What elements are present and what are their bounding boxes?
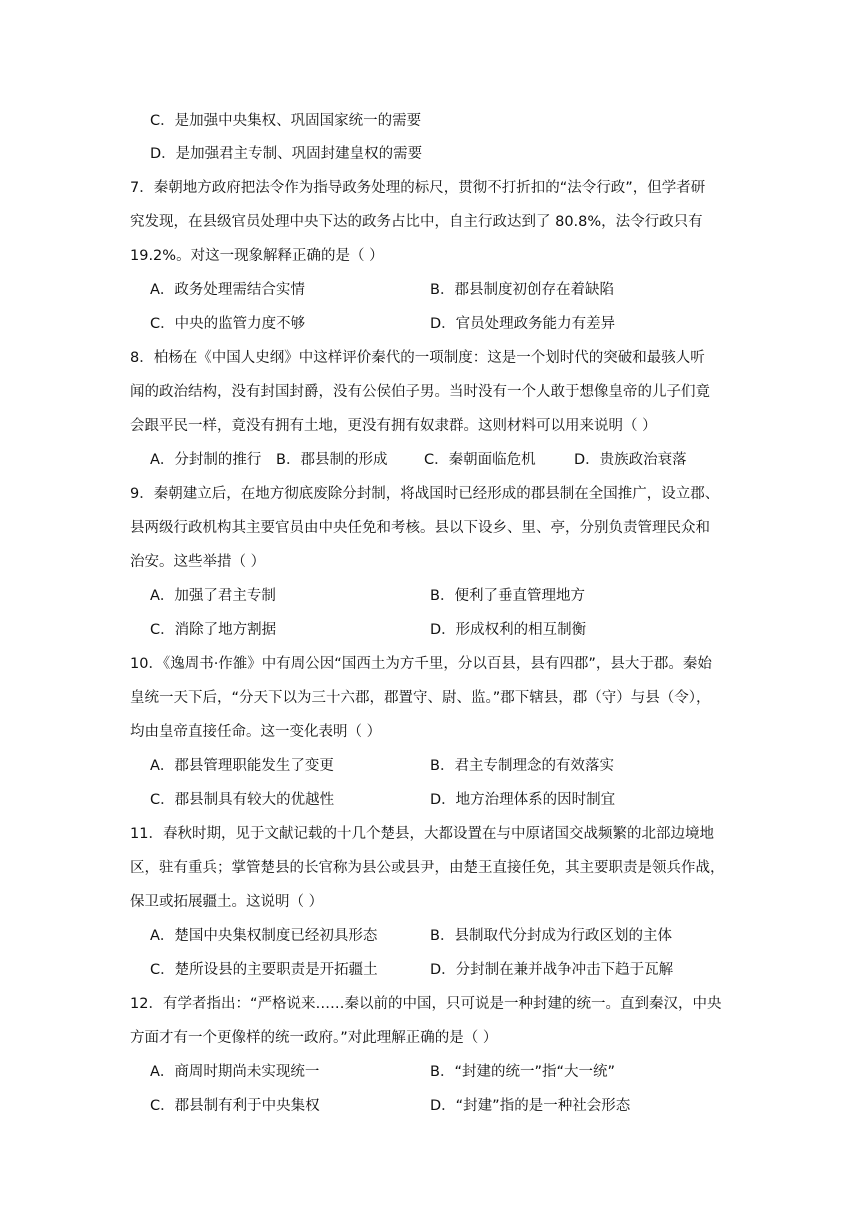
q10-option-c: C．郡县制具有较大的优越性 [150,792,335,808]
q8-stem-line-2: 闻的政治结构，没有封国封爵，没有公侯伯子男。当时没有一个人敢于想像皇帝的儿子们竟 [130,384,710,400]
q8-options-row [150,450,687,470]
q8-option-b: B．郡县制的形成 [276,452,388,468]
q9-option-a: A．加强了君主专制 [150,588,276,604]
q12-option-b: B．“封建的统一”指“大一统” [430,1064,615,1080]
q8-option-d: D．贵族政治衰落 [574,452,687,468]
q7-stem-line-3: 19.2%。对这一现象解释正确的是（ ） [130,248,384,264]
q10-stem-line-2: 皇统一天下后，“分天下以为三十六郡，郡置守、尉、监。”郡下辖县，郡（守）与县（令）， [130,690,711,706]
q7-option-b: B．郡县制度初创存在着缺陷 [430,282,614,298]
q6-option-c: C．是加强中央集权、巩固国家统一的需要 [150,113,422,129]
q11-option-a: A．楚国中央集权制度已经初具形态 [150,928,378,944]
q10-stem-line-3: 均由皇帝直接任命。这一变化表明（ ） [130,724,382,740]
q7-option-a: A．政务处理需结合实情 [150,282,305,298]
q12-option-a: A．商周时期尚未实现统一 [150,1064,320,1080]
q6-option-d: D．是加强君主专制、巩固封建皇权的需要 [150,146,423,162]
q7-option-d: D．官员处理政务能力有差异 [430,316,616,332]
q7-stem-line-2: 究发现，在县级官员处理中央下达的政务占比中，自主行政达到了 80.8%，法令行政只有 [130,214,703,230]
q10-option-d: D．地方治理体系的因时制宜 [430,792,616,808]
q11-stem-line-2: 区，驻有重兵；掌管楚县的长官称为县公或县尹，由楚王直接任免，其主要职责是领兵作战， [130,860,725,876]
q12-stem-line-2: 方面才有一个更像样的统一政府。”对此理解正确的是（ ） [130,1030,498,1046]
q10-option-b: B．君主专制理念的有效落实 [430,758,614,774]
q11-option-c: C．楚所设县的主要职责是开拓疆土 [150,962,378,978]
q8-stem-line-1: 8．柏杨在《中国人史纲》中这样评价秦代的一项制度：这是一个划时代的突破和最骇人听 [130,350,705,366]
q12-stem-line-1: 12．有学者指出：“严格说来……秦以前的中国，只可说是一种封建的统一。直到秦汉，中央 [130,996,722,1012]
q9-option-c: C．消除了地方割据 [150,622,277,638]
q11-stem-line-3: 保卫或拓展疆土。这说明（ ） [130,894,324,910]
q12-option-c: C．郡县制有利于中央集权 [150,1098,320,1114]
q11-option-d: D．分封制在兼并战争冲击下趋于瓦解 [430,962,674,978]
q8-option-c: C．秦朝面临危机 [424,452,536,468]
q12-option-d: D．“封建”指的是一种社会形态 [430,1098,631,1114]
q9-stem-line-1: 9．秦朝建立后，在地方彻底废除分封制，将战国时已经形成的郡县制在全国推广，设立郡、 [130,486,720,502]
q9-option-d: D．形成权利的相互制衡 [430,622,587,638]
q8-option-a: A．分封制的推行 [150,452,262,468]
q11-option-b: B．县制取代分封成为行政区划的主体 [430,928,672,944]
q10-option-a: A．郡县管理职能发生了变更 [150,758,334,774]
q7-option-c: C．中央的监管力度不够 [150,316,306,332]
q9-option-b: B．便利了垂直管理地方 [430,588,585,604]
q9-stem-line-3: 治安。这些举措（ ） [130,554,266,570]
q9-stem-line-2: 县两级行政机构其主要官员由中央任免和考核。县以下设乡、里、亭，分别负责管理民众和 [130,520,710,536]
q10-stem-line-1: 10．《逸周书·作雒》中有周公因“国西土为方千里，分以百县，县有四郡”，县大于郡。秦始 [130,656,712,672]
q7-stem-line-1: 7．秦朝地方政府把法令作为指导政务处理的标尺，贯彻不打折扣的“法令行政”，但学者研 [130,180,706,196]
q11-stem-line-1: 11．春秋时期，见于文献记载的十几个楚县，大都设置在与中原诸国交战频繁的北部边境地 [130,826,714,842]
q8-stem-line-3: 会跟平民一样，竟没有拥有土地，更没有拥有奴隶群。这则材料可以用来说明（ ） [130,418,657,434]
